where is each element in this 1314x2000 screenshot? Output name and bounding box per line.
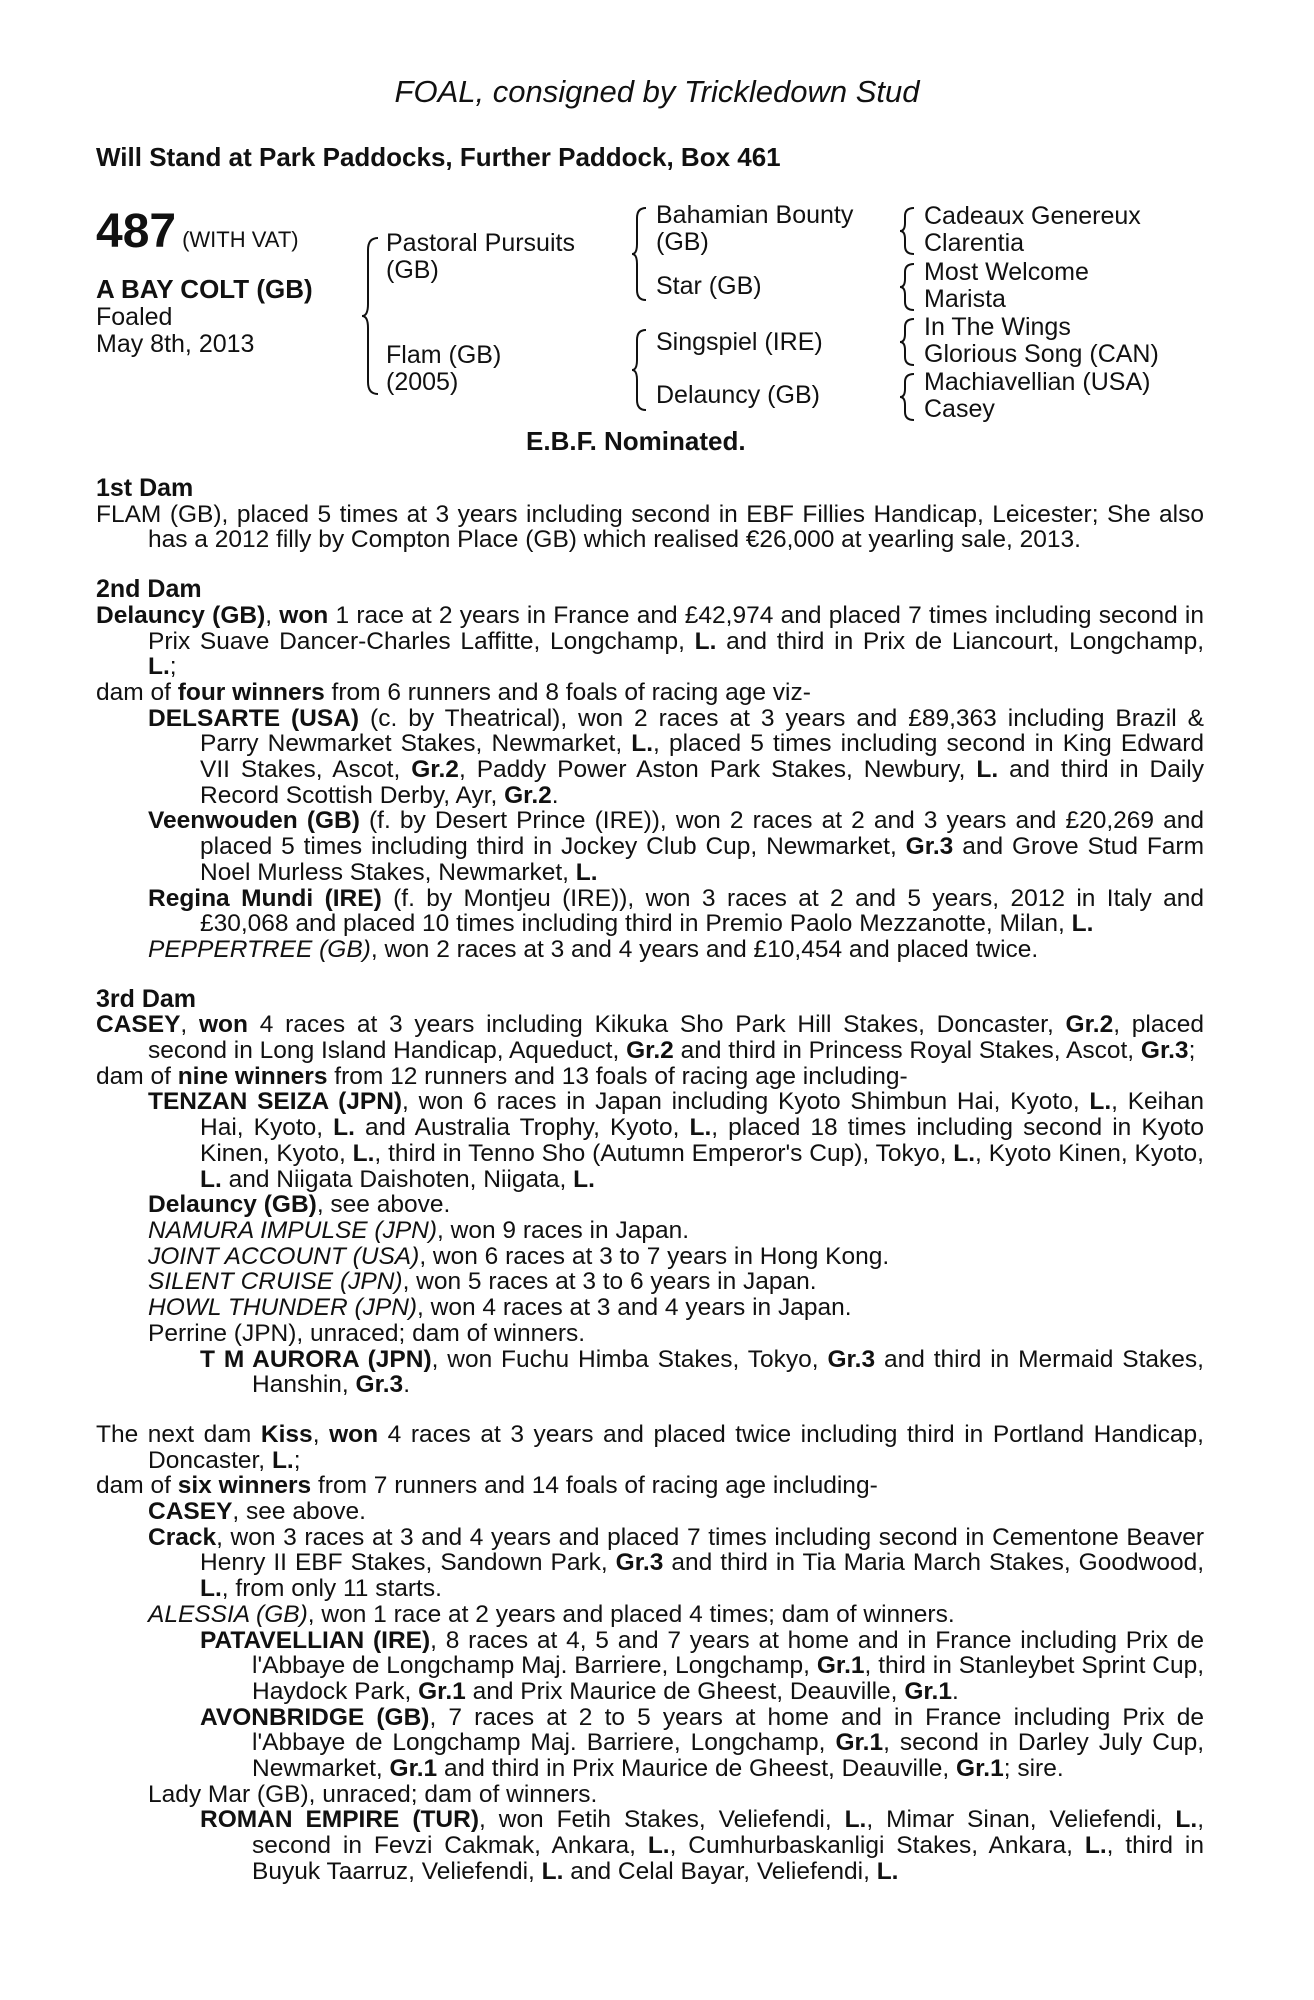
- list-item: ALESSIA (GB), won 1 race at 2 years and placed 4 times; dam of winners.: [148, 1600, 955, 1628]
- foaled-date: May 8th, 2013: [96, 330, 255, 358]
- ancestor-2: Clarentia: [924, 229, 1025, 257]
- produce-record: [96, 476, 1204, 1885]
- list-item: TENZAN SEIZA (JPN), won 6 races in Japan including Kyoto Shimbun Hai, Kyoto, L., Keihan Hai, Kyoto, L. and Australia Trophy, Kyoto, L., placed 18 times including second in Kyoto Kinen, Kyoto, L., third in Tenno Sho (Autumn Emperor's Cup), Tokyo, L., Kyoto Kinen, Kyoto, L. and Niigata Daishoten, Niigata, L.: [148, 1088, 1204, 1193]
- g4-brace: [898, 372, 918, 422]
- list-item: Regina Mundi (IRE) (f. by Montjeu (IRE)), won 3 races at 2 and 5 years, 2012 in Italy and £30,068 and placed 10 times including third in Premio Paolo Mezzanotte, Milan, L.: [148, 884, 1204, 938]
- list-item: SILENT CRUISE (JPN), won 5 races at 3 to 6 years in Japan.: [148, 1268, 817, 1296]
- list-item: Delauncy (GB), see above.: [148, 1191, 451, 1219]
- ancestor-8: Casey: [924, 395, 995, 423]
- list-item: ROMAN EMPIRE (TUR), won Fetih Stakes, Veliefendi, L., Mimar Sinan, Veliefendi, L., second in Fevzi Cakmak, Ankara, L., Cumhurbaskanligi Stakes, Ankara, L., third in Buyuk Taarruz, Veliefendi, L. and Celal Bayar, Veliefendi, L.: [200, 1806, 1204, 1885]
- lot-number-block: [96, 204, 299, 259]
- g3-brace: [898, 317, 918, 367]
- list-item: PEPPERTREE (GB), won 2 races at 3 and 4 years and £10,454 and placed twice.: [148, 935, 1039, 963]
- ebf-nominated: E.B.F. Nominated.: [526, 426, 746, 456]
- next-dam-record: The next dam Kiss, won 4 races at 3 years and placed twice including third in Portland Handicap, Doncaster, L.;: [96, 1420, 1204, 1474]
- list-item: CASEY, see above.: [148, 1498, 366, 1526]
- list-item: PATAVELLIAN (IRE), 8 races at 4, 5 and 7 years at home and in France including Prix de l'Abbaye de Longchamp Maj. Barriere, Longchamp, Gr.1, third in Stanleybet Sprint Cup, Haydock Park, Gr.1 and Prix Maurice de Gheest, Deauville, Gr.1.: [200, 1626, 1205, 1705]
- second-dam-dam-of: dam of four winners from 6 runners and 8 foals of racing age viz-: [96, 678, 811, 706]
- third-dam-heading: 3rd Dam: [96, 984, 197, 1013]
- list-item: DELSARTE (USA) (c. by Theatrical), won 2 races at 3 years and £89,363 including Brazil & Parry Newmarket Stakes, Newmarket, L., placed 5 times including second in King Edward VII Stakes, Ascot, Gr.2, Paddy Power Aston Park Stakes, Newbury, L. and third in Daily Record Scottish Derby, Ayr, Gr.2.: [148, 704, 1205, 809]
- sire-dam-name: Star (GB): [656, 272, 762, 300]
- sire-origin: (GB): [386, 256, 439, 284]
- next-dam-dam-of: dam of six winners from 7 runners and 14 foals of racing age including-: [96, 1472, 878, 1500]
- sire-line-brace: [630, 206, 650, 302]
- dam-name: Flam (GB): [386, 341, 502, 369]
- list-item: HOWL THUNDER (JPN), won 4 races at 3 and 4 years in Japan.: [148, 1294, 852, 1322]
- ancestor-1: Cadeaux Genereux: [924, 202, 1141, 230]
- g1-brace: [898, 206, 918, 256]
- second-dam-heading: 2nd Dam: [96, 575, 202, 604]
- foaled-label: Foaled: [96, 303, 173, 331]
- list-item: Lady Mar (GB), unraced; dam of winners.: [148, 1780, 598, 1808]
- list-item: JOINT ACCOUNT (USA), won 6 races at 3 to 7 years in Hong Kong.: [148, 1242, 890, 1270]
- list-item: Crack, won 3 races at 3 and 4 years and placed 7 times including second in Cementone Beaver Henry II EBF Stakes, Sandown Park, Gr.3 and third in Tia Maria March Stakes, Goodwood, L., from only 11 starts.: [148, 1523, 1204, 1603]
- second-dam-record: Delauncy (GB), won 1 race at 2 years in France and £42,974 and placed 7 times including second in Prix Suave Dancer-Charles Laffitte, Longchamp, L. and third in Prix de Liancourt, Longchamp, L.;: [96, 601, 1204, 681]
- lot-number: 487: [96, 205, 177, 258]
- vat-note: (WITH VAT): [182, 227, 299, 252]
- first-dam-text: FLAM (GB), placed 5 times at 3 years including second in EBF Fillies Handicap, Leicester; She also has a 2012 filly by Compton Place (GB) which realised €26,000 at yearling sale, 2013.: [96, 500, 1204, 554]
- ancestor-6: Glorious Song (CAN): [924, 340, 1159, 368]
- list-item: T M AURORA (JPN), won Fuchu Himba Stakes, Tokyo, Gr.3 and third in Mermaid Stakes, Hanshin, Gr.3.: [200, 1345, 1204, 1399]
- dam-line-brace: [630, 328, 650, 412]
- consignor-header: FOAL, consigned by Trickledown Stud: [394, 74, 920, 109]
- ancestor-4: Marista: [924, 285, 1006, 313]
- list-item: Perrine (JPN), unraced; dam of winners.: [148, 1319, 586, 1347]
- ancestor-5: In The Wings: [924, 313, 1071, 341]
- colt-title: A BAY COLT (GB): [96, 274, 313, 304]
- sire-sire-name: Bahamian Bounty: [656, 201, 854, 229]
- g2-brace: [898, 262, 918, 312]
- dam-dam-name: Delauncy (GB): [656, 381, 820, 409]
- stand-location: Will Stand at Park Paddocks, Further Paddock, Box 461: [96, 142, 781, 172]
- sire-sire-origin: (GB): [656, 228, 709, 256]
- list-item: NAMURA IMPULSE (JPN), won 9 races in Japan.: [148, 1216, 689, 1244]
- list-item: Veenwouden (GB) (f. by Desert Prince (IRE)), won 2 races at 2 and 3 years and £20,269 and placed 5 times including third in Jockey Club Cup, Newmarket, Gr.3 and Grove Stud Farm Noel Murless Stakes, Newmarket, L.: [148, 807, 1204, 886]
- ancestor-7: Machiavellian (USA): [924, 368, 1151, 396]
- list-item: AVONBRIDGE (GB), 7 races at 2 to 5 years at home and in France including Prix de l'Abbaye de Longchamp Maj. Barriere, Longchamp, Gr.1, second in Darley July Cup, Newmarket, Gr.1 and third in Prix Maurice de Gheest, Deauville, Gr.1; sire.: [200, 1703, 1205, 1783]
- third-dam-record: CASEY, won 4 races at 3 years including Kikuka Sho Park Hill Stakes, Doncaster, Gr.2, placed second in Long Island Handicap, Aqueduct, Gr.2 and third in Princess Royal Stakes, Ascot, Gr.3;: [96, 1011, 1204, 1065]
- first-dam-heading: 1st Dam: [96, 474, 194, 502]
- sire-dam-brace: [360, 236, 382, 396]
- ancestor-3: Most Welcome: [924, 258, 1089, 286]
- sire-name: Pastoral Pursuits: [386, 229, 575, 257]
- third-dam-dam-of: dam of nine winners from 12 runners and 13 foals of racing age including-: [96, 1062, 908, 1090]
- dam-sire-name: Singspiel (IRE): [656, 328, 823, 356]
- dam-year: (2005): [386, 368, 459, 396]
